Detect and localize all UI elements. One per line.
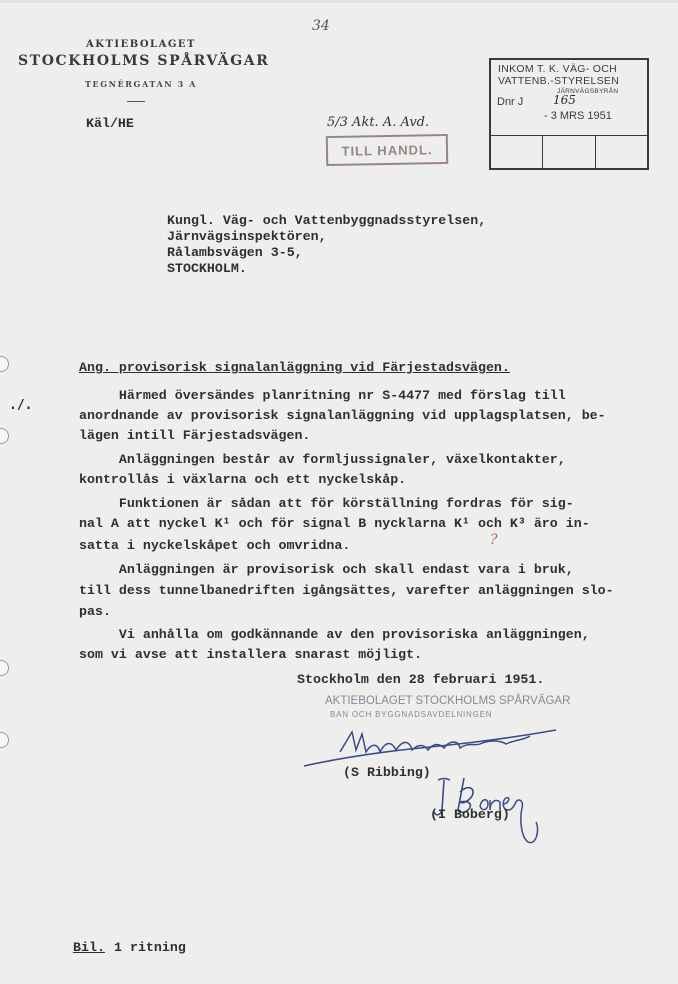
body-line: Härmed översändes planritning nr S-4477 med förslag till: [79, 388, 566, 403]
body-line: till dess tunnelbanedriften igångsättes, varefter anläggningen slo-: [79, 583, 614, 598]
received-stamp: [489, 58, 649, 170]
body-line: pas.: [79, 604, 111, 619]
signatory-boberg: (I Boberg): [430, 807, 510, 822]
body-line: satta i nyckelskåpet och omvridna.: [79, 538, 351, 553]
body-line: Funktionen är sådan att för körställning fordras för sig-: [79, 496, 574, 511]
signatory-ribbing: (S Ribbing): [343, 765, 431, 780]
received-stamp-header: [491, 60, 647, 136]
stamp-date: - 3 MRS 1951: [544, 110, 612, 122]
stamp-cell-divider: [595, 136, 596, 170]
stamp-line-2: VATTENB.-STYRELSEN: [498, 75, 620, 87]
punch-hole: [0, 356, 9, 372]
subject-line: Ang. provisorisk signalanläggning vid Färjestadsvägen.: [79, 360, 510, 375]
signature-stamp-company: AKTIEBOLAGET STOCKHOLMS SPÅRVÄGAR: [325, 695, 571, 707]
enclosure-label: Bil.: [73, 940, 105, 955]
stamp-dnr-number: 165: [553, 93, 576, 107]
recipient-line: STOCKHOLM.: [167, 261, 247, 276]
signature-stamp-department: BAN OCH BYGGNADSAVDELNINGEN: [330, 710, 493, 719]
body-line: som vi avse att installera snarast möjligt.: [79, 647, 423, 662]
enclosure-value: 1 ritning: [114, 940, 186, 955]
handwritten-annotation: ?: [490, 532, 498, 548]
body-line: nal A att nyckel K¹ och för signal B nycklarna K¹ och K³ äro in-: [79, 516, 590, 531]
stamp-line-3: JÄRNVÄGSBYRÅN: [557, 88, 619, 95]
stamp-line-1: INKOM T. K. VÄG- OCH: [498, 63, 617, 75]
handwritten-reference: 5/3 Akt. A. Avd.: [327, 115, 430, 130]
letterhead-address: TEGNÉRGATAN 3 A: [85, 79, 197, 89]
page-edge: [0, 0, 678, 3]
body-line: Anläggningen består av formljussignaler, växelkontakter,: [79, 452, 566, 467]
body-line: kontrollås i växlarna och ett nyckelskåp.: [79, 472, 407, 487]
body-line: Vi anhålla om godkännande av den provisoriska anläggningen,: [79, 627, 590, 642]
place-date: Stockholm den 28 februari 1951.: [297, 672, 545, 687]
recipient-line: Rålambsvägen 3-5,: [167, 245, 303, 260]
body-line: lägen intill Färjestadsvägen.: [79, 428, 311, 443]
stamp-cell-divider: [542, 136, 543, 170]
letterhead-company: STOCKHOLMS SPÅRVÄGAR: [18, 53, 270, 69]
letterhead-prefix: AKTIEBOLAGET: [86, 39, 196, 50]
punch-hole: [0, 660, 9, 676]
handwritten-page-number: 34: [312, 18, 330, 34]
recipient-line: Järnvägsinspektören,: [167, 229, 327, 244]
punch-hole: [0, 428, 9, 444]
recipient-line: Kungl. Väg- och Vattenbyggnadsstyrelsen,: [167, 213, 487, 228]
letterhead-divider: [127, 101, 145, 102]
margin-mark: ./.: [9, 398, 33, 413]
punch-hole: [0, 732, 9, 748]
reference-code: Käl/HE: [86, 116, 134, 131]
stamp-dnr-label: Dnr J: [497, 96, 524, 108]
body-line: Anläggningen är provisorisk och skall endast vara i bruk,: [79, 562, 574, 577]
body-line: anordnande av provisorisk signalanläggning vid upplagsplatsen, be-: [79, 408, 606, 423]
till-handl-stamp: TILL HANDL.: [326, 134, 449, 166]
